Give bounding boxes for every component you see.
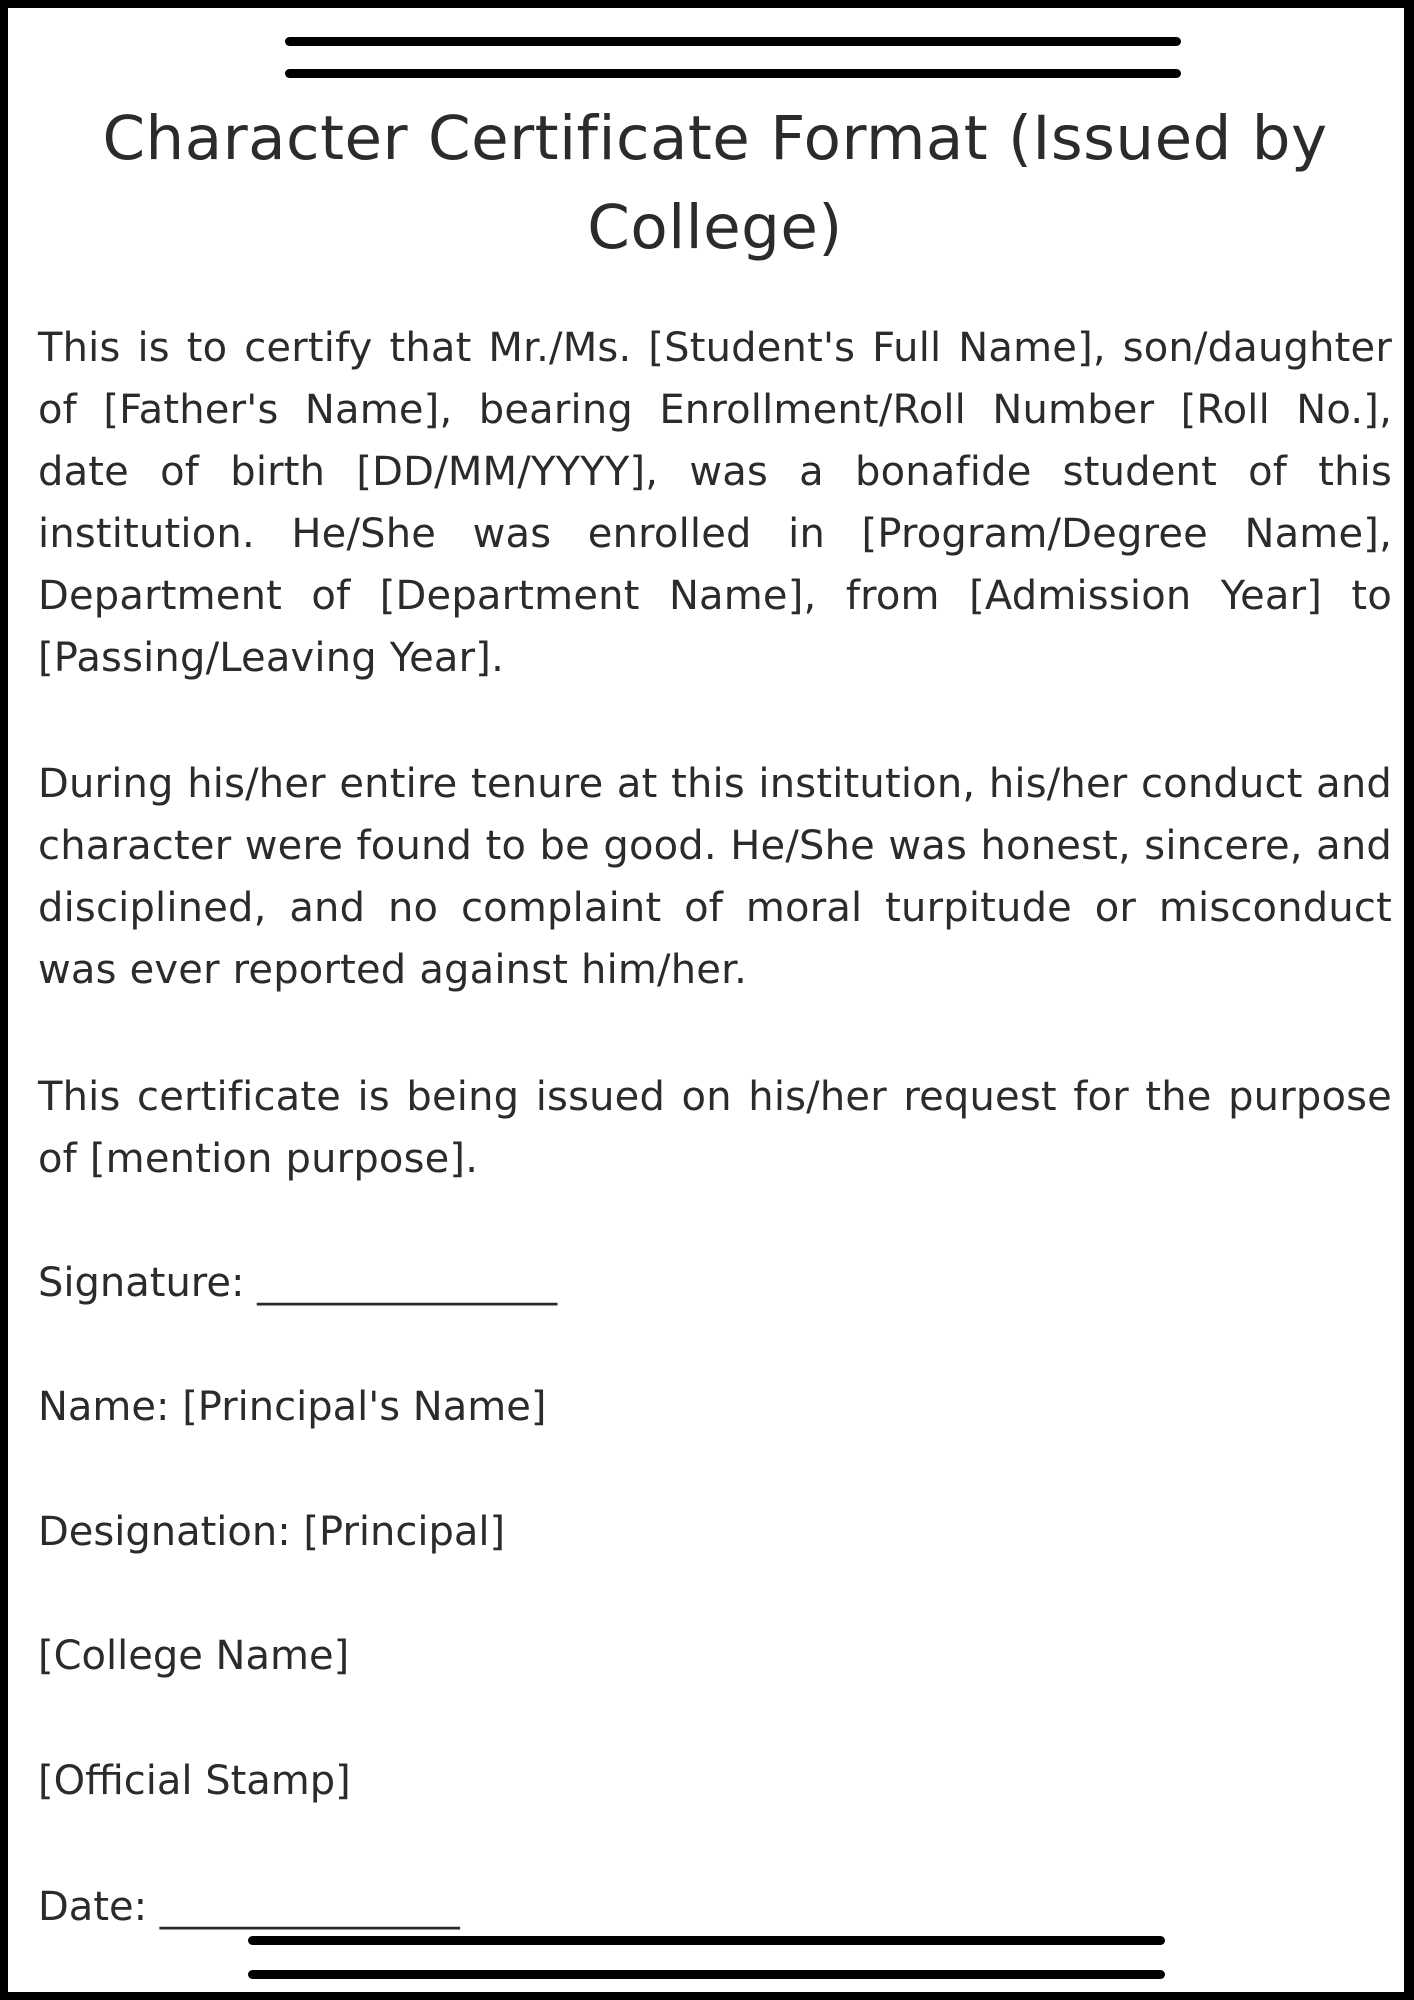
certify-paragraph: This is to certify that Mr./Ms. [Student's Full Name], son/daughter of [Father's Name], bearing Enrollment/Roll Number [Roll No.], date of birth [DD/MM/YYYY], was a bonafide student of this institution. He/She was enrolled in [Program/Degree Name], Department of [Department Name], from [Admission Year] to [Passing/Leaving Year]. bbox=[38, 325, 1392, 681]
purpose-paragraph: This certificate is being issued on his/her request for the purpose of [mention purpose]. bbox=[38, 1074, 1392, 1182]
bottom-decorative-rule-2 bbox=[248, 1970, 1165, 1979]
date-line: Date: _______________ bbox=[38, 1884, 460, 1930]
top-decorative-rule-2 bbox=[285, 69, 1181, 78]
designation-line: Designation: [Principal] bbox=[38, 1509, 506, 1555]
signature-line: Signature: _______________ bbox=[38, 1260, 558, 1306]
bottom-decorative-rule-1 bbox=[248, 1936, 1165, 1945]
top-decorative-rule-1 bbox=[285, 37, 1181, 46]
college-name-line: [College Name] bbox=[38, 1633, 350, 1679]
official-stamp-line: [Official Stamp] bbox=[38, 1758, 351, 1804]
conduct-paragraph: During his/her entire tenure at this institution, his/her conduct and character were found to be good. He/She was honest, sincere, and disciplined, and no complaint of moral turpitude or misconduct was ever reported against him/her. bbox=[38, 761, 1392, 993]
principal-name-line: Name: [Principal's Name] bbox=[38, 1384, 547, 1430]
certificate-title: Character Certificate Format (Issued by College) bbox=[102, 103, 1328, 263]
